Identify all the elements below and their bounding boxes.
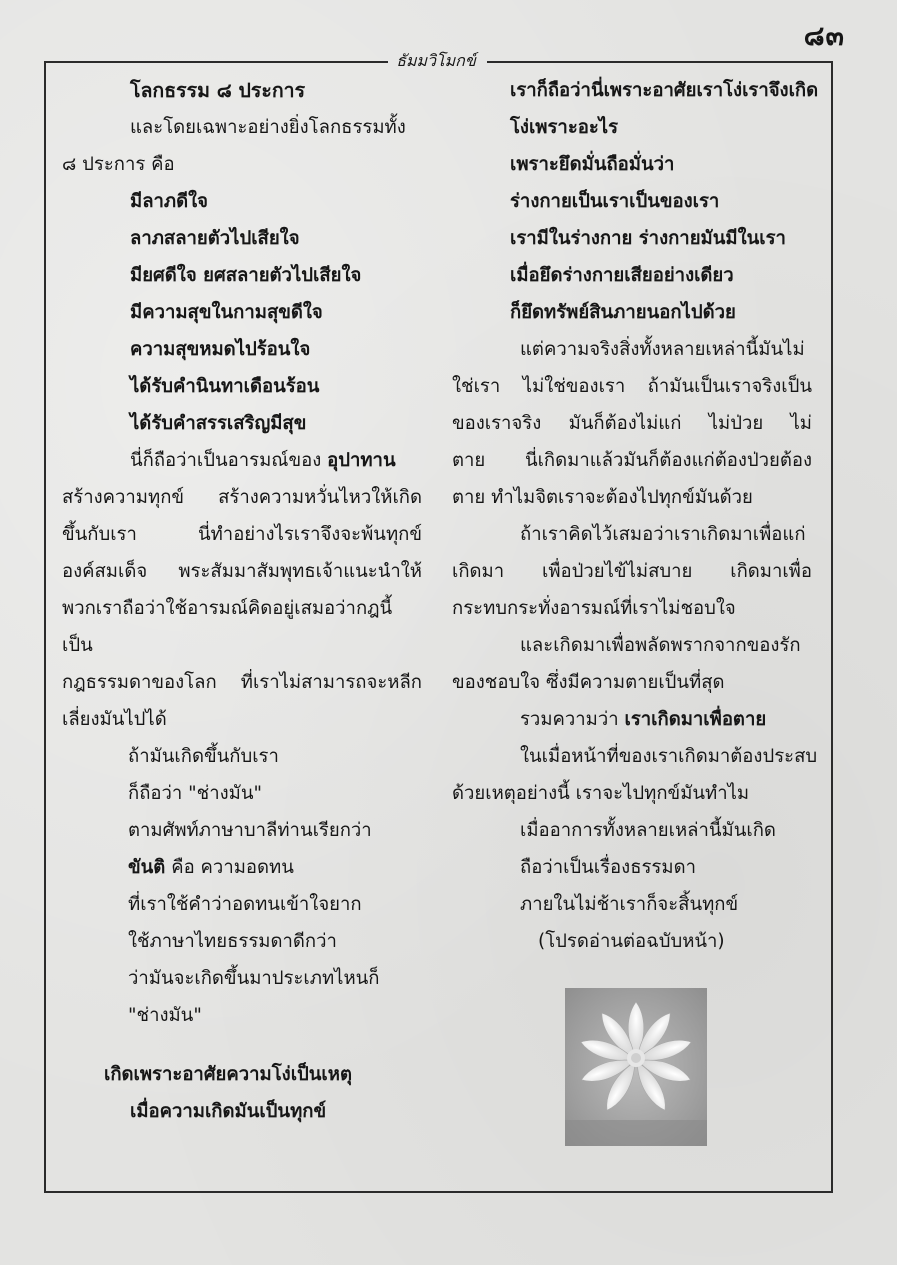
text-line: เลี่ยงมันไปได้ [62,709,167,730]
text-line: กฎธรรมดาของโลก ที่เราไม่สามารถจะหลีก [62,672,422,693]
bold-line: เรามีในร่างกาย ร่างกายมันมีในเรา [510,228,786,249]
text-line: ๘ ประการ คือ [62,154,175,175]
page-number: ๘๓ [803,21,845,52]
para-start: นี่ก็ถือว่าเป็นอารมณ์ของ [130,450,322,471]
bold-line: เพราะยึดมั่นถือมั่นว่า [510,154,675,175]
dhamma-item: ลาภสลายตัวไปเสียใจ [130,228,300,249]
bold-line: เราก็ถือว่านี่เพราะอาศัยเราโง่เราจึงเกิด [510,80,819,101]
continued-note: (โปรดอ่านต่อฉบับหน้า) [538,931,725,952]
text-line: ในเมื่อหน้าที่ของเราเกิดมาต้องประสบ [520,746,818,767]
dhamma-item: มีลาภดีใจ [130,191,209,212]
summary-start: รวมความว่า [520,709,625,730]
section-heading: โลกธรรม ๘ ประการ [130,79,306,102]
bold-line: เมื่อยึดร่างกายเสียอย่างเดียว [510,265,734,286]
summary-bold: เราเกิดมาเพื่อตาย [624,709,767,730]
verse-line: ว่ามันจะเกิดขึ้นมาประเภทไหนก็ [128,968,380,989]
verse-line: "ช่างมัน" [128,1005,202,1026]
left-column [62,72,422,1130]
verse-line: ตามศัพท์ภาษาบาลีท่านเรียกว่า [128,820,372,841]
verse-line: ที่เราใช้คำว่าอดทนเข้าใจยาก [128,894,362,915]
text-line: กระทบกระทั่งอารมณ์ที่เราไม่ชอบใจ [452,598,736,619]
text-line: สร้างความทุกข์ สร้างความหวั่นไหวให้เกิด [62,487,422,508]
text-line: ด้วยเหตุอย่างนี้ เราจะไปทุกข์มันทำไม [452,783,750,804]
verse-line [62,849,422,886]
verse-line: ก็ถือว่า "ช่างมัน" [128,783,263,804]
summary-line [452,701,812,738]
verse-line: ภายในไม่ช้าเราก็จะสิ้นทุกข์ [520,894,739,915]
text-line: พวกเราถือว่าใช้อารมณ์คิดอยู่เสมอว่ากฎนี้เป็น [62,598,393,656]
bold-line: ร่างกายเป็นเราเป็นของเรา [510,191,720,212]
lotus-flower-photo [565,988,707,1146]
dhamma-item: ได้รับคำนินทาเดือนร้อน [130,376,320,397]
dhamma-item: มีความสุขในกามสุขดีใจ [130,302,323,323]
text-line: เกิดมา เพื่อป่วยไข้ไม่สบาย เกิดมาเพื่อ [452,561,812,582]
bold-line: โง่เพราะอะไร [510,117,619,138]
dhamma-item: ได้รับคำสรรเสริญมีสุข [130,413,307,434]
para-bold-term: อุปาทาน [327,450,396,471]
verse-bold-term: ขันติ [128,857,166,878]
text-line: องค์สมเด็จ พระสัมมาสัมพุทธเจ้าแนะนำให้ [62,561,422,582]
text-line: ตาย นี่เกิดมาแล้วมันก็ต้องแก่ต้องป่วยต้อง [452,450,812,471]
text-line: ใช่เรา ไม่ใช่ของเรา ถ้ามันเป็นเราจริงเป็น [452,376,812,397]
verse-line: เมื่ออาการทั้งหลายเหล่านี้มันเกิด [520,820,776,841]
verse-line: ใช้ภาษาไทยธรรมดาดีกว่า [128,931,337,952]
text-line [62,442,422,479]
header-title: ธัมมวิโมกข์ [396,51,476,70]
closing-line: เกิดเพราะอาศัยความโง่เป็นเหตุ [104,1064,352,1085]
text-line: ของชอบใจ ซึ่งมีความตายเป็นที่สุด [452,672,725,693]
dhamma-item: ความสุขหมดไปร้อนใจ [130,339,311,360]
dhamma-item: มียศดีใจ ยศสลายตัวไปเสียใจ [130,265,362,286]
verse-line: ถือว่าเป็นเรื่องธรรมดา [520,857,696,878]
text-line: ถ้าเราคิดไว้เสมอว่าเราเกิดมาเพื่อแก่ [520,524,806,545]
right-column [452,72,819,960]
verse-line: ถ้ามันเกิดขึ้นกับเรา [128,746,279,767]
lotus-icon [565,988,707,1146]
bold-line: ก็ยึดทรัพย์สินภายนอกไปด้วย [510,302,736,323]
closing-line: เมื่อความเกิดมันเป็นทุกข์ [130,1101,327,1122]
text-line: แต่ความจริงสิ่งทั้งหลายเหล่านี้มันไม่ [520,339,805,360]
text-line: ของเราจริง มันก็ต้องไม่แก่ ไม่ป่วย ไม่ [452,413,812,434]
text-line: ตาย ทำไมจิตเราจะต้องไปทุกข์มันด้วย [452,487,753,508]
text-line: และโดยเฉพาะอย่างยิ่งโลกธรรมทั้ง [130,117,406,138]
verse-rest: คือ ความอดทน [165,857,294,878]
text-line: และเกิดมาเพื่อพลัดพรากจากของรัก [520,635,801,656]
text-line: ขึ้นกับเรา นี่ทำอย่างไรเราจึงจะพ้นทุกข์ [62,524,422,545]
